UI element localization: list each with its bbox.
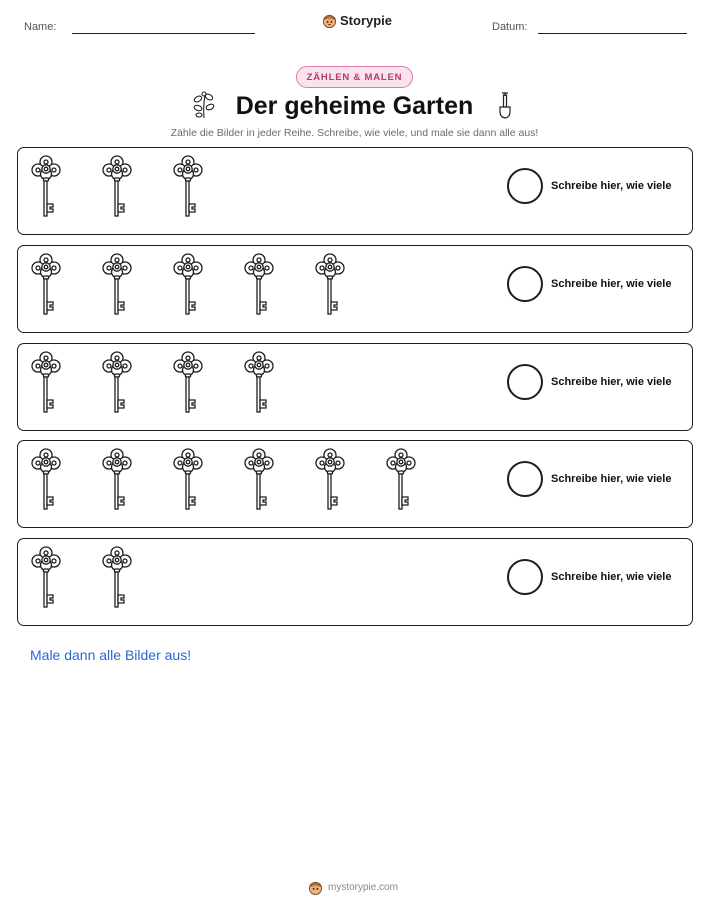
key-icon — [242, 350, 276, 416]
coloring-instruction: Male dann alle Bilder aus! — [30, 647, 192, 663]
answer-circle[interactable] — [507, 168, 543, 204]
key-icon — [242, 252, 276, 318]
pie-mascot-icon — [308, 880, 323, 895]
counting-row-2 — [17, 245, 693, 333]
answer-label: Schreibe hier, wie viele — [551, 278, 672, 290]
key-icon — [171, 447, 205, 513]
key-icon — [171, 154, 205, 220]
shovel-icon — [497, 91, 513, 119]
key-icon — [384, 447, 418, 513]
answer-label: Schreibe hier, wie viele — [551, 180, 672, 192]
brand-name: Storypie — [340, 13, 393, 28]
key-icon — [100, 545, 134, 611]
category-badge: ZÄHLEN & MALEN — [296, 66, 413, 88]
answer-label: Schreibe hier, wie viele — [551, 571, 672, 583]
date-label: Datum: — [492, 21, 528, 33]
answer-circle[interactable] — [507, 559, 543, 595]
key-icon — [171, 252, 205, 318]
footer — [308, 880, 398, 895]
answer-label: Schreibe hier, wie viele — [551, 473, 672, 485]
key-icon — [29, 154, 63, 220]
pie-mascot-icon — [322, 13, 337, 28]
answer-circle[interactable] — [507, 461, 543, 497]
key-icon — [100, 252, 134, 318]
key-icon — [242, 447, 276, 513]
counting-row-4 — [17, 440, 693, 528]
answer-label: Schreibe hier, wie viele — [551, 376, 672, 388]
counting-row-3 — [17, 343, 693, 431]
name-line[interactable] — [72, 33, 255, 34]
footer-url[interactable]: mystorypie.com — [328, 882, 399, 893]
page-title: Der geheime Garten — [235, 92, 474, 120]
answer-circle[interactable] — [507, 266, 543, 302]
key-icon — [29, 252, 63, 318]
brand-logo — [322, 13, 392, 28]
counting-row-5 — [17, 538, 693, 626]
key-icon — [29, 350, 63, 416]
name-label: Name: — [24, 21, 57, 33]
key-icon — [100, 447, 134, 513]
answer-circle[interactable] — [507, 364, 543, 400]
instructions-subtitle: Zähle die Bilder in jeder Reihe. Schreibe, wie viele, und male sie dann alle aus! — [170, 127, 539, 139]
key-icon — [100, 350, 134, 416]
key-icon — [29, 545, 63, 611]
date-line[interactable] — [538, 33, 687, 34]
key-icon — [29, 447, 63, 513]
key-icon — [313, 447, 347, 513]
key-icon — [313, 252, 347, 318]
key-icon — [171, 350, 205, 416]
counting-row-1 — [17, 147, 693, 235]
key-icon — [100, 154, 134, 220]
